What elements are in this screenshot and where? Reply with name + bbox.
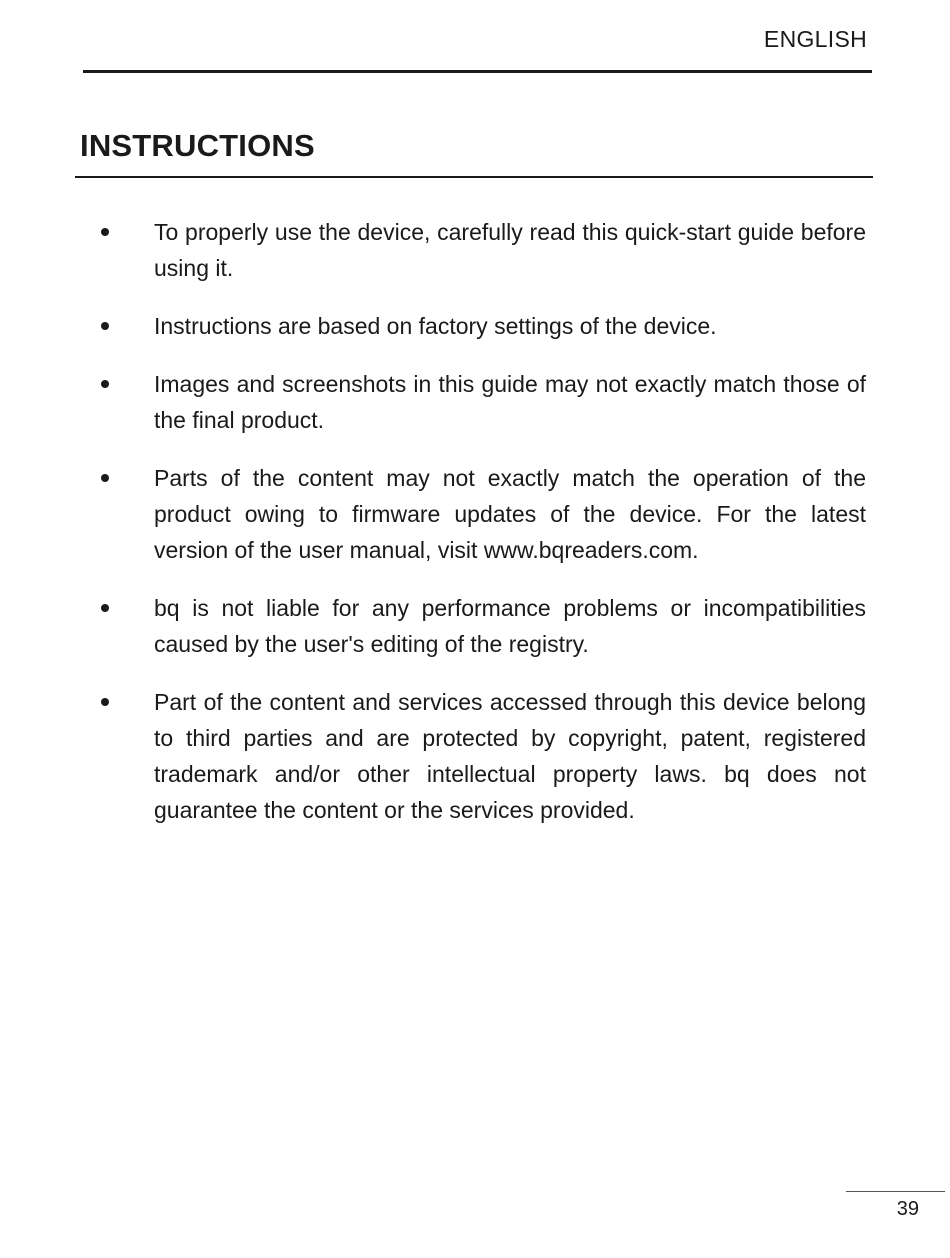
bullet-icon: [101, 698, 109, 706]
header-language-label: ENGLISH: [763, 26, 867, 52]
list-item-text: Parts of the content may not exactly match the operation of the product owing to firmware updates of the device. For the latest version of the user manual, visit www.bqreaders.com.: [154, 465, 866, 563]
list-item: [0, 366, 950, 438]
bullet-icon: [101, 604, 109, 612]
section-title: INSTRUCTIONS: [80, 128, 315, 163]
list-item: [0, 214, 950, 286]
list-item-text: To properly use the device, carefully read this quick-start guide before using it.: [154, 219, 866, 281]
list-item: [0, 590, 950, 662]
bullet-icon: [101, 474, 109, 482]
bullet-icon: [101, 380, 109, 388]
footer-divider: [846, 1191, 945, 1192]
title-divider: [75, 176, 873, 178]
list-item: [0, 460, 950, 568]
instructions-list: [0, 214, 950, 850]
list-item: [0, 308, 950, 344]
header-divider: [83, 70, 872, 73]
page-number: 39: [896, 1198, 919, 1220]
list-item-text: Part of the content and services accessed through this device belong to third parties and are protected by copyright, patent, registered trademark and/or other intellectual property laws. bq does not guarantee the content or the services provided.: [154, 689, 866, 823]
list-item: [0, 684, 950, 828]
bullet-icon: [101, 322, 109, 330]
bullet-icon: [101, 228, 109, 236]
list-item-text: bq is not liable for any performance problems or incompatibilities caused by the user's editing of the registry.: [154, 595, 866, 657]
list-item-text: Instructions are based on factory settings of the device.: [154, 313, 717, 339]
list-item-text: Images and screenshots in this guide may not exactly match those of the final product.: [154, 371, 866, 433]
